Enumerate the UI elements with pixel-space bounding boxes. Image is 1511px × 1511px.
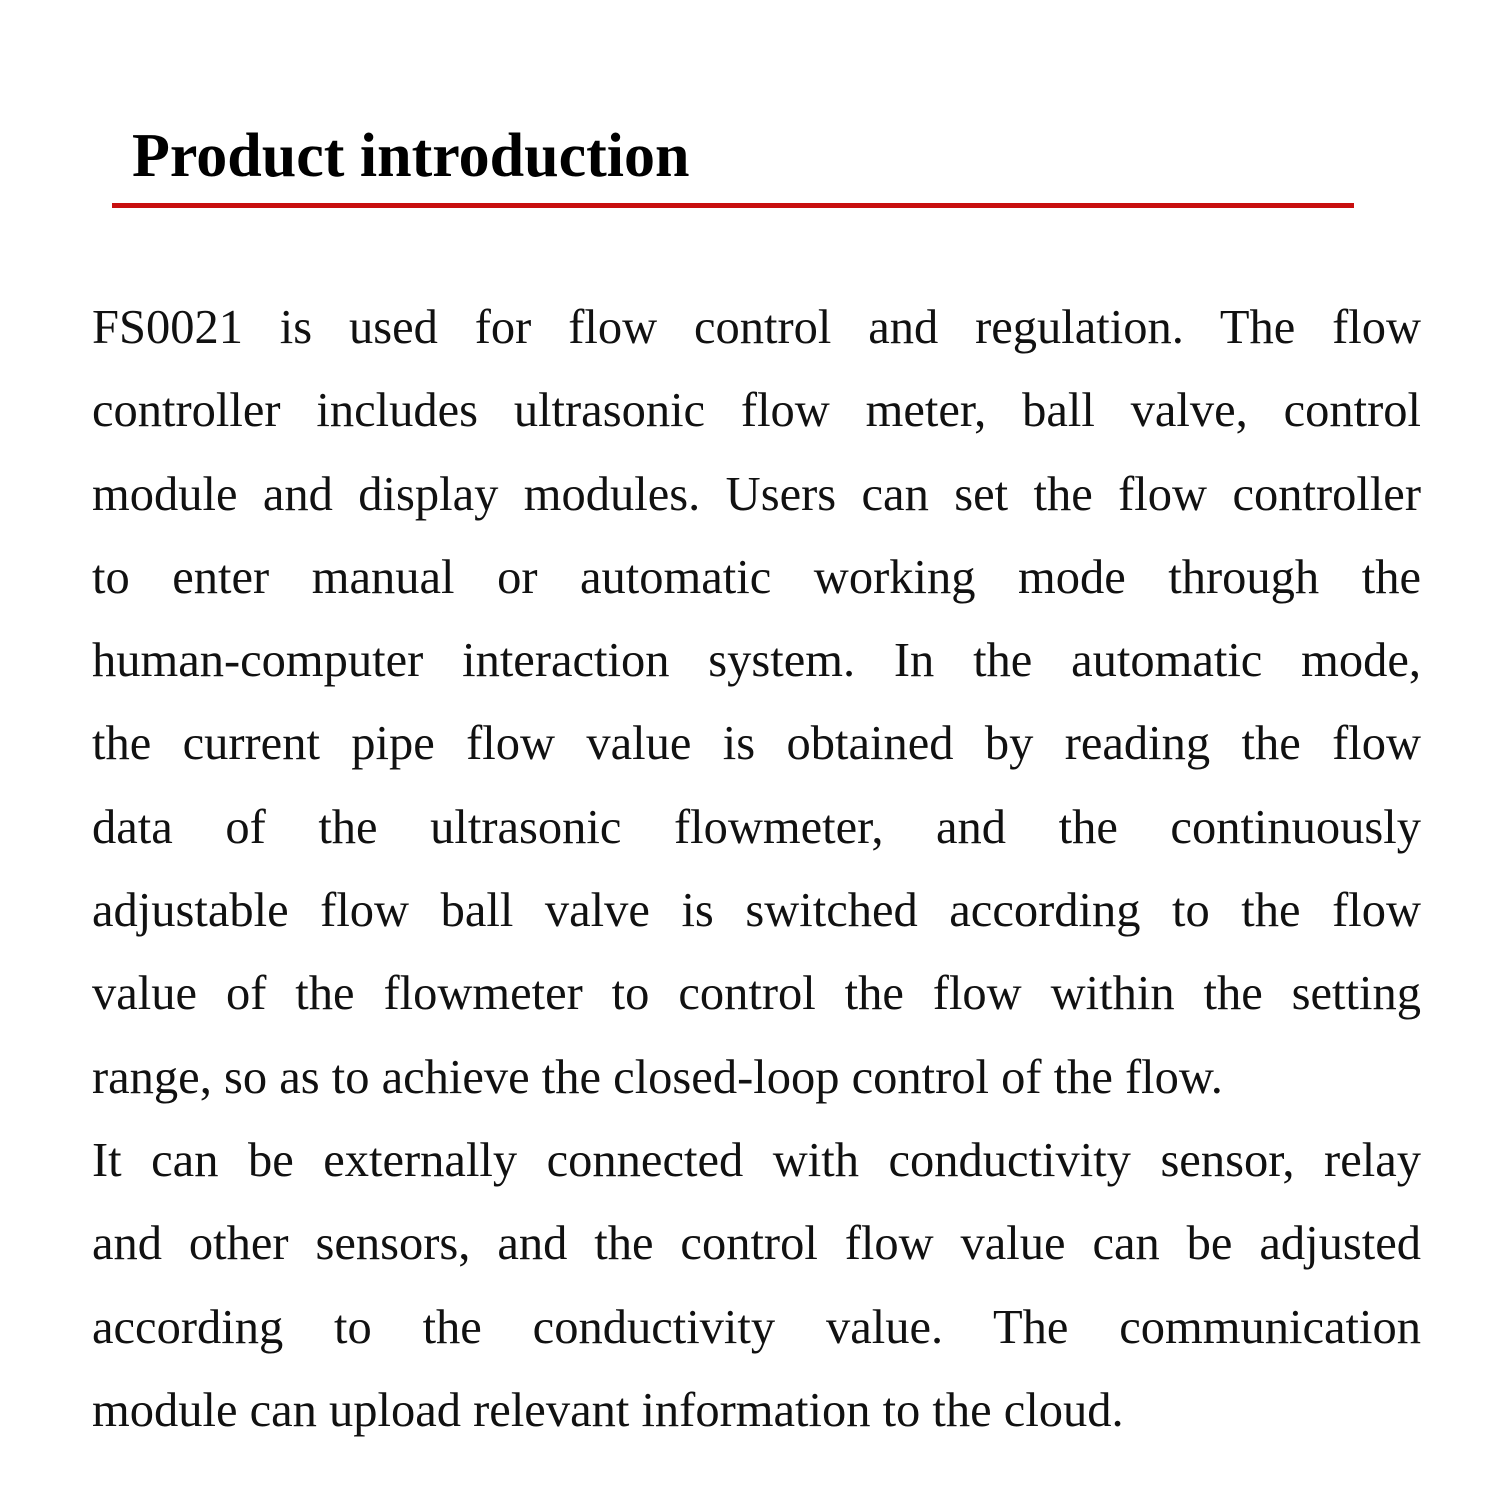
text-line: value of the flowmeter to control the flow within the setting (92, 967, 1421, 1021)
text-line: range, so as to achieve the closed-loop control of the flow. (92, 1050, 1223, 1104)
text-line: FS0021 is used for flow control and regulation. The flow (92, 301, 1421, 354)
text-line: data of the ultrasonic flowmeter, and the continuously (92, 800, 1421, 854)
text-line: module can upload relevant information to the cloud. (92, 1383, 1124, 1437)
text-line: the current pipe flow value is obtained by reading the flow (92, 717, 1421, 771)
text-line: module and display modules. Users can set the flow controller (92, 467, 1421, 521)
text-line: human-computer interaction system. In the automatic mode, (92, 634, 1421, 688)
product-description (92, 286, 1421, 1452)
text-line: and other sensors, and the control flow value can be adjusted (92, 1217, 1421, 1271)
title-underline-divider (112, 203, 1354, 208)
text-line: adjustable flow ball valve is switched according to the flow (92, 884, 1421, 938)
text-line: controller includes ultrasonic flow meter, ball valve, control (92, 384, 1421, 438)
text-line: according to the conductivity value. The communication (92, 1300, 1421, 1354)
page-title: Product introduction (132, 122, 690, 190)
text-line: It can be externally connected with conductivity sensor, relay (92, 1133, 1421, 1187)
text-line: to enter manual or automatic working mode through the (92, 550, 1421, 604)
